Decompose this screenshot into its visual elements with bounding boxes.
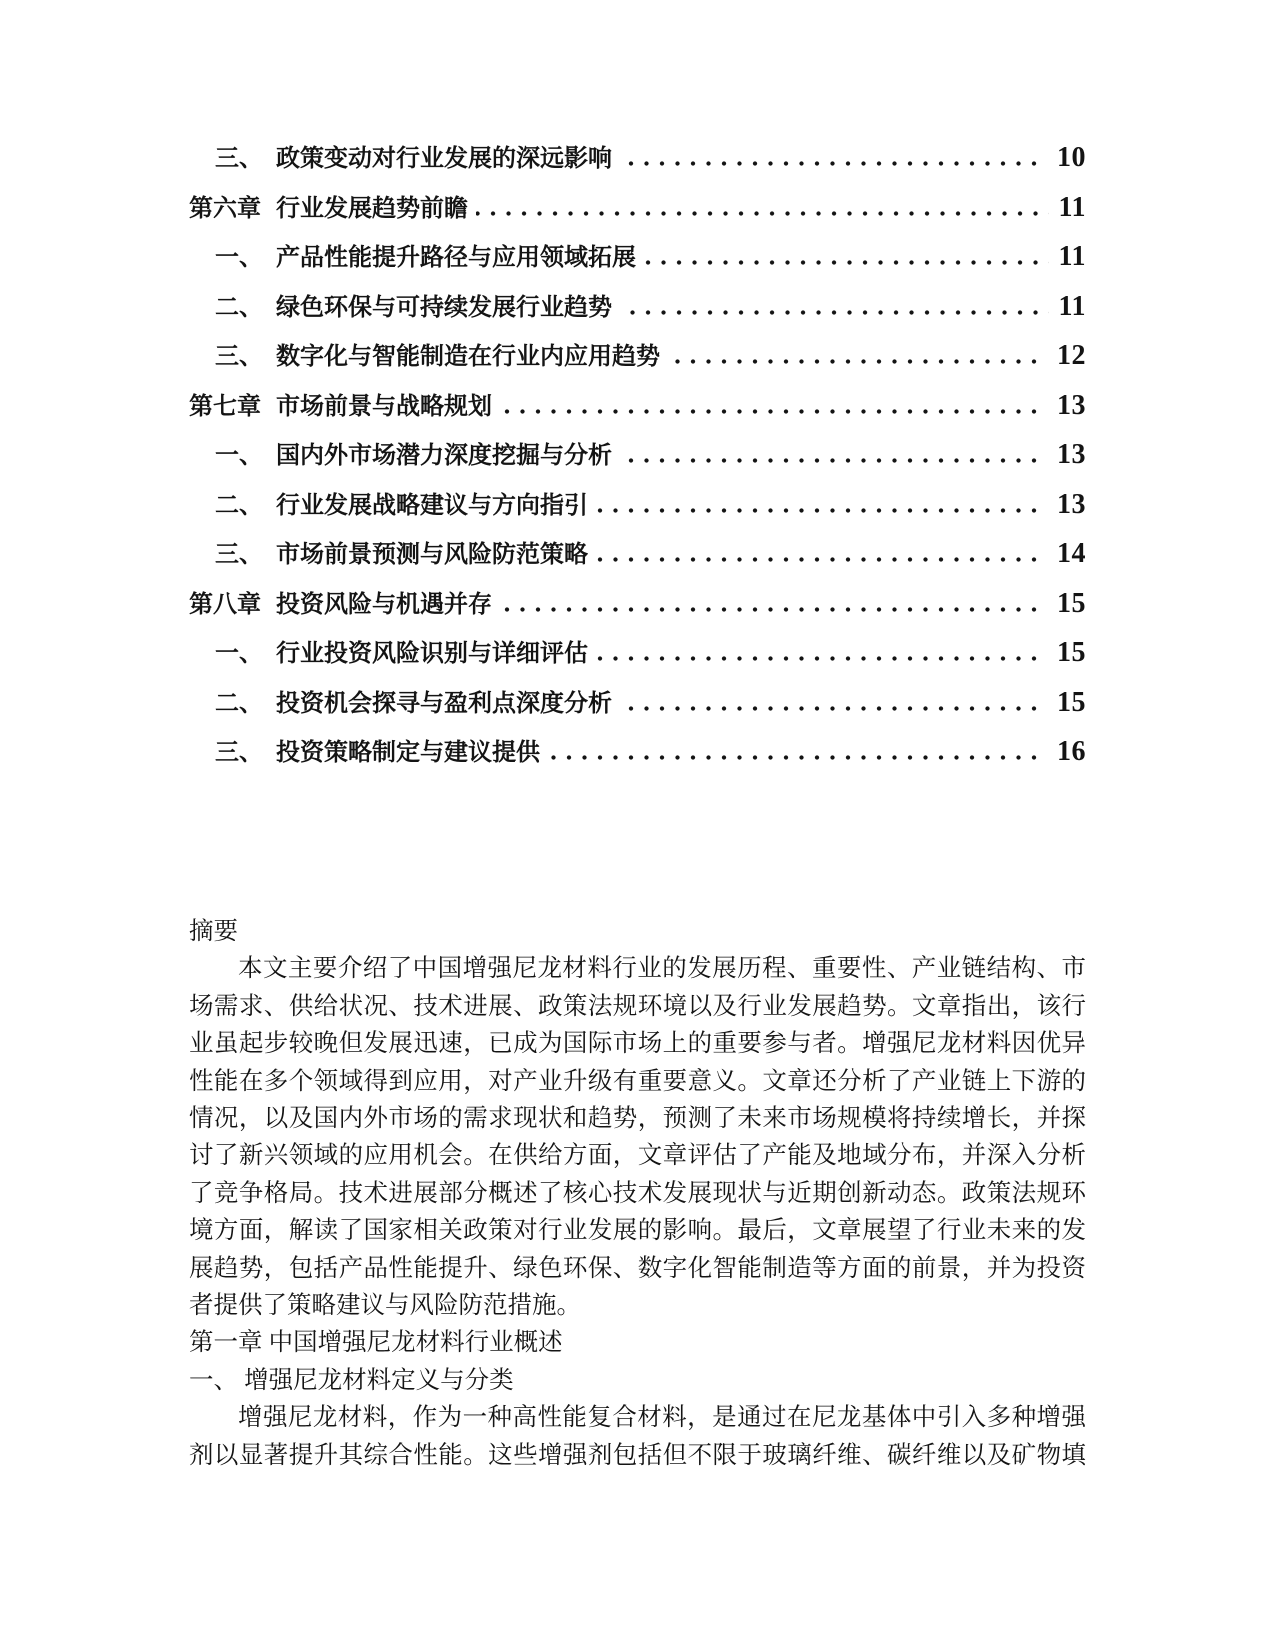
abstract-line: 者提供了策略建议与风险防范措施。 bbox=[189, 1292, 581, 1320]
toc-page-number: 11 bbox=[1058, 290, 1086, 322]
toc-entry-title: 投资风险与机遇并存 bbox=[276, 591, 492, 618]
toc-entry-title: 行业投资风险识别与详细评估 bbox=[276, 641, 588, 667]
toc-page-number: 13 bbox=[1057, 439, 1086, 470]
toc-page-number: 11 bbox=[1058, 191, 1086, 223]
toc-entry[interactable] bbox=[189, 184, 1086, 234]
toc-entry-number: 二、 bbox=[215, 492, 263, 519]
toc-entry-title: 政策变动对行业发展的深远影响 bbox=[276, 146, 612, 172]
toc-dot-leader bbox=[620, 706, 1047, 711]
toc-entry-number: 第七章 bbox=[189, 393, 261, 420]
toc-page-number: 14 bbox=[1057, 538, 1086, 569]
abstract-line: 情况，以及国内外市场的需求现状和趋势，预测了未来市场规模将持续增长，并探 bbox=[189, 1105, 1086, 1133]
abstract-line: 了竞争格局。技术进展部分概述了核心技术发展现状与近期创新动态。政策法规环 bbox=[189, 1179, 1086, 1207]
chapter-1-section-1-heading: 一、 增强尼龙材料定义与分类 bbox=[189, 1366, 514, 1394]
toc-page-number: 12 bbox=[1057, 340, 1086, 371]
toc-page-number: 15 bbox=[1057, 587, 1086, 619]
toc-entry-title: 绿色环保与可持续发展行业趋势 bbox=[276, 294, 612, 321]
toc-entry[interactable] bbox=[189, 728, 1086, 778]
toc-entry-number: 三、 bbox=[215, 542, 263, 568]
toc-entry[interactable] bbox=[189, 382, 1086, 432]
toc-entry[interactable] bbox=[189, 332, 1086, 382]
abstract-line: 境方面，解读了国家相关政策对行业发展的影响。最后，文章展望了行业未来的发 bbox=[189, 1217, 1086, 1245]
toc-dot-leader bbox=[548, 755, 1047, 760]
toc-entry-title: 数字化与智能制造在行业内应用趋势 bbox=[276, 344, 660, 370]
abstract-line: 展趋势，包括产品性能提升、绿色环保、数字化智能制造等方面的前景，并为投资 bbox=[189, 1254, 1086, 1282]
toc-dot-leader bbox=[500, 607, 1047, 612]
abstract-paragraph bbox=[189, 950, 1086, 1324]
toc-dot-leader bbox=[644, 260, 1049, 265]
document-body bbox=[189, 913, 1086, 1474]
toc-entry[interactable] bbox=[189, 629, 1086, 679]
toc-dot-leader bbox=[668, 359, 1047, 364]
toc-entry-number: 第八章 bbox=[189, 591, 261, 618]
abstract-line: 场需求、供给状况、技术进展、政策法规环境以及行业发展趋势。文章指出，该行 bbox=[189, 992, 1086, 1020]
toc-entry-number: 一、 bbox=[215, 245, 263, 271]
toc-entry[interactable] bbox=[189, 679, 1086, 729]
toc-entry[interactable] bbox=[189, 134, 1086, 184]
toc-dot-leader bbox=[596, 557, 1047, 562]
abstract-line: 业虽起步较晚但发展迅速，已成为国际市场上的重要参与者。增强尼龙材料因优异 bbox=[189, 1030, 1086, 1058]
toc-entry-number: 三、 bbox=[215, 146, 263, 172]
table-of-contents bbox=[189, 134, 1086, 778]
toc-dot-leader bbox=[596, 656, 1047, 661]
toc-dot-leader bbox=[476, 211, 1049, 216]
toc-dot-leader bbox=[620, 161, 1047, 166]
toc-entry[interactable] bbox=[189, 580, 1086, 630]
toc-entry[interactable] bbox=[189, 233, 1086, 283]
toc-page-number: 13 bbox=[1057, 389, 1086, 421]
toc-entry-number: 第六章 bbox=[189, 195, 261, 222]
abstract-line: 性能在多个领域得到应用，对产业升级有重要意义。文章还分析了产业链上下游的 bbox=[189, 1067, 1086, 1095]
toc-page-number: 11 bbox=[1058, 241, 1086, 272]
abstract-heading: 摘要 bbox=[189, 918, 238, 945]
paragraph-line: 增强尼龙材料，作为一种高性能复合材料，是通过在尼龙基体中引入多种增强 bbox=[238, 1404, 1086, 1432]
toc-dot-leader bbox=[596, 508, 1047, 513]
toc-entry[interactable] bbox=[189, 431, 1086, 481]
toc-entry[interactable] bbox=[189, 283, 1086, 333]
toc-entry-title: 市场前景与战略规划 bbox=[276, 393, 492, 420]
toc-page-number: 15 bbox=[1057, 637, 1086, 668]
toc-page-number: 16 bbox=[1057, 736, 1086, 767]
toc-page-number: 13 bbox=[1057, 488, 1086, 520]
toc-entry-number: 二、 bbox=[215, 294, 263, 321]
toc-entry-number: 一、 bbox=[215, 443, 263, 469]
toc-dot-leader bbox=[620, 310, 1049, 315]
chapter-1-paragraph bbox=[189, 1399, 1086, 1474]
abstract-line: 本文主要介绍了中国增强尼龙材料行业的发展历程、重要性、产业链结构、市 bbox=[238, 955, 1086, 983]
toc-entry[interactable] bbox=[189, 481, 1086, 531]
toc-dot-leader bbox=[500, 409, 1047, 414]
toc-entry-title: 投资机会探寻与盈利点深度分析 bbox=[276, 690, 612, 717]
chapter-1-heading: 第一章 中国增强尼龙材料行业概述 bbox=[189, 1329, 563, 1357]
toc-entry-title: 产品性能提升路径与应用领域拓展 bbox=[276, 245, 636, 271]
abstract-line: 讨了新兴领域的应用机会。在供给方面，文章评估了产能及地域分布，并深入分析 bbox=[189, 1142, 1086, 1170]
toc-entry-number: 三、 bbox=[215, 344, 263, 370]
toc-entry-number: 二、 bbox=[215, 690, 263, 717]
toc-entry-title: 行业发展战略建议与方向指引 bbox=[276, 492, 588, 519]
toc-page-number: 15 bbox=[1057, 686, 1086, 718]
toc-entry-number: 三、 bbox=[215, 740, 263, 766]
toc-entry[interactable] bbox=[189, 530, 1086, 580]
toc-dot-leader bbox=[620, 458, 1047, 463]
toc-entry-title: 市场前景预测与风险防范策略 bbox=[276, 542, 588, 568]
toc-entry-title: 行业发展趋势前瞻 bbox=[276, 195, 468, 222]
paragraph-line: 剂以显著提升其综合性能。这些增强剂包括但不限于玻璃纤维、碳纤维以及矿物填 bbox=[189, 1441, 1086, 1469]
toc-entry-title: 国内外市场潜力深度挖掘与分析 bbox=[276, 443, 612, 469]
toc-entry-number: 一、 bbox=[215, 641, 263, 667]
toc-page-number: 10 bbox=[1057, 142, 1086, 173]
toc-entry-title: 投资策略制定与建议提供 bbox=[276, 740, 540, 766]
